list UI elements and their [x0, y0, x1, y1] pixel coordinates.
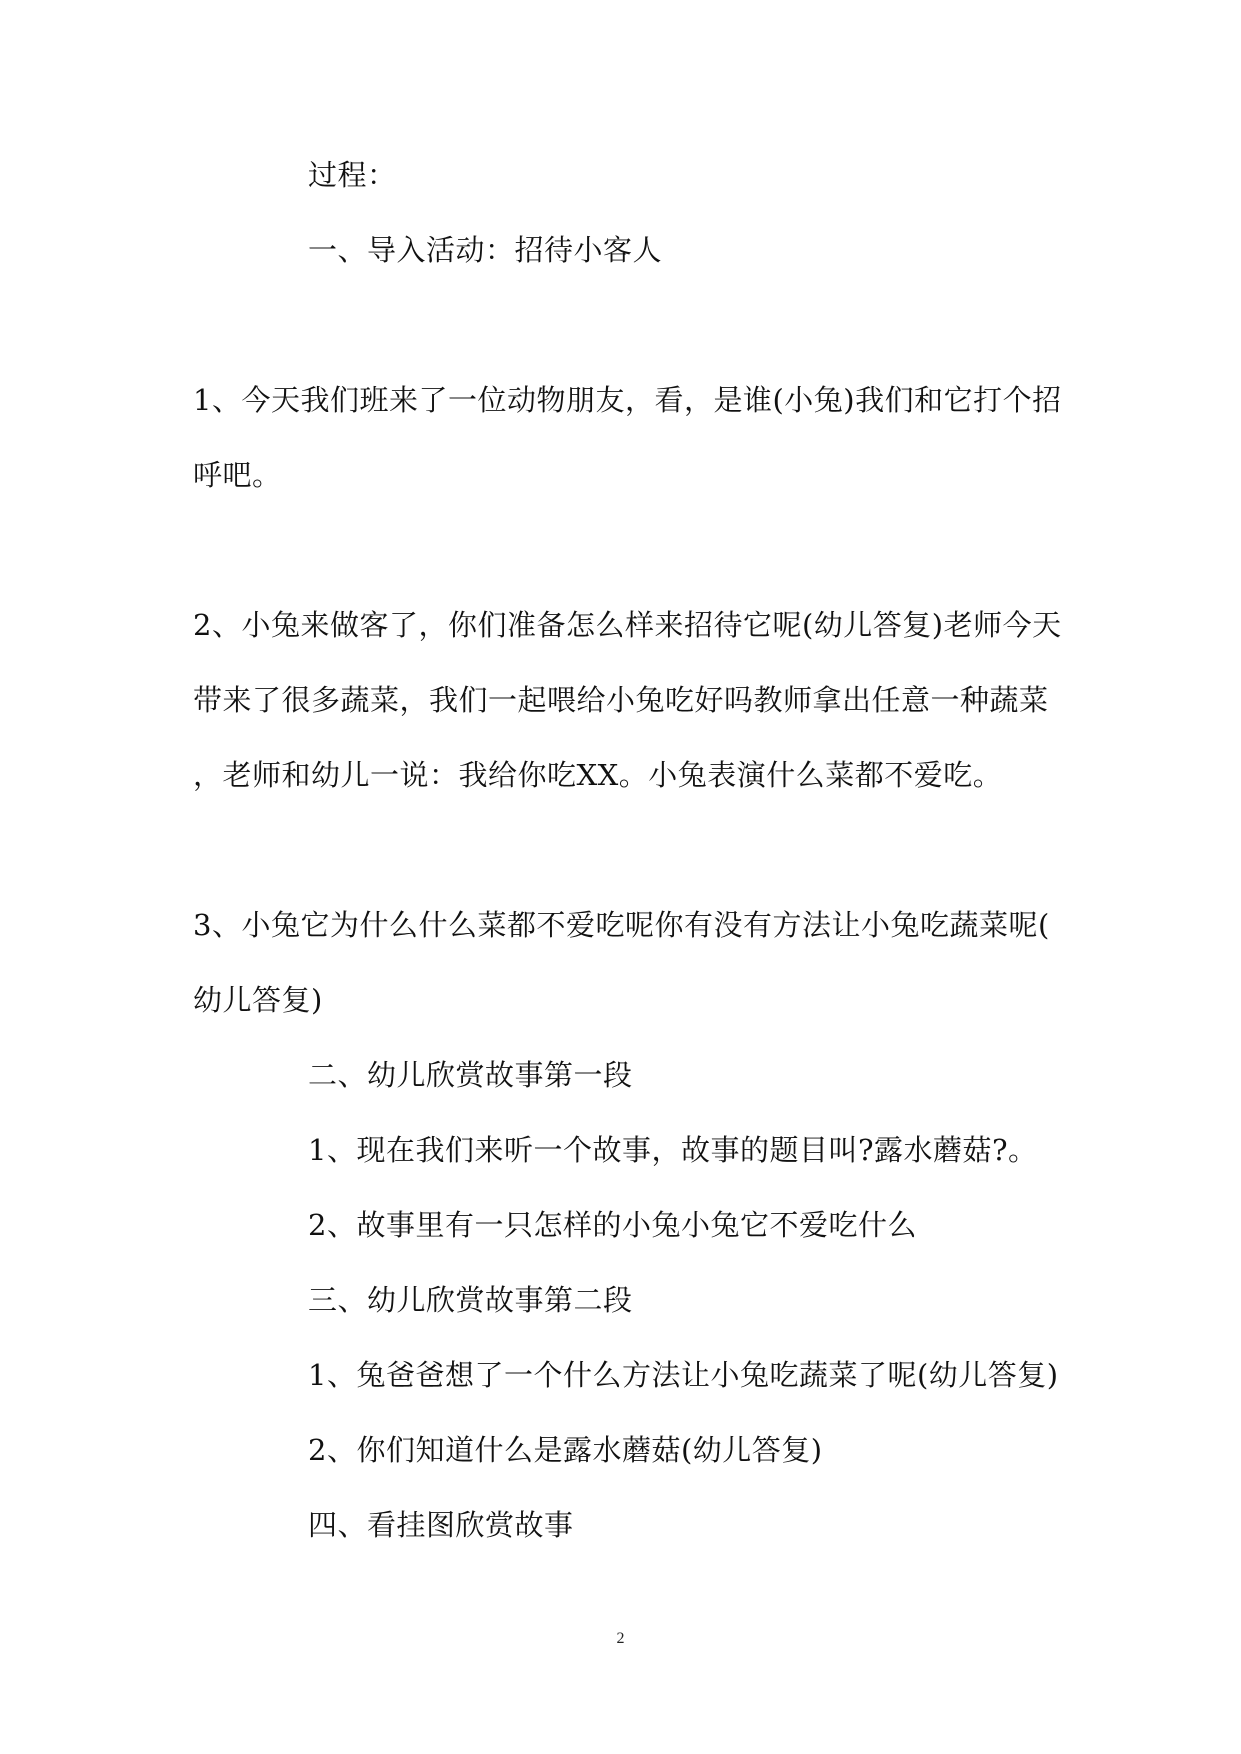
paragraph-line: 1、今天我们班来了一位动物朋友，看，是谁(小兔)我们和它打个招	[193, 383, 1062, 417]
list-item: 1、现在我们来听一个故事，故事的题目叫?露水蘑菇?。	[308, 1133, 1038, 1167]
paragraph-line: 带来了很多蔬菜，我们一起喂给小兔吃好吗教师拿出任意一种蔬菜	[193, 683, 1049, 717]
paragraph-line: ，老师和幼儿一说：我给你吃XX。小兔表演什么菜都不爱吃。	[193, 758, 1003, 792]
section-heading-picture-story: 四、看挂图欣赏故事	[308, 1508, 574, 1542]
paragraph-line: 2、小兔来做客了，你们准备怎么样来招待它呢(幼儿答复)老师今天	[193, 608, 1062, 642]
section-heading-intro: 一、导入活动：招待小客人	[308, 233, 663, 267]
section-heading-process: 过程：	[308, 158, 397, 192]
paragraph-line: 呼吧。	[193, 458, 282, 492]
list-item: 1、兔爸爸想了一个什么方法让小兔吃蔬菜了呢(幼儿答复)	[308, 1358, 1059, 1392]
list-item: 2、你们知道什么是露水蘑菇(幼儿答复)	[308, 1433, 823, 1467]
paragraph-line: 3、小兔它为什么什么菜都不爱吃呢你有没有方法让小兔吃蔬菜呢(	[193, 908, 1050, 942]
section-heading-story-part-two: 三、幼儿欣赏故事第二段	[308, 1283, 633, 1317]
page-number: 2	[616, 1630, 625, 1647]
list-item: 2、故事里有一只怎样的小兔小兔它不爱吃什么	[308, 1208, 917, 1242]
paragraph-line: 幼儿答复)	[193, 983, 323, 1017]
section-heading-story-part-one: 二、幼儿欣赏故事第一段	[308, 1058, 633, 1092]
